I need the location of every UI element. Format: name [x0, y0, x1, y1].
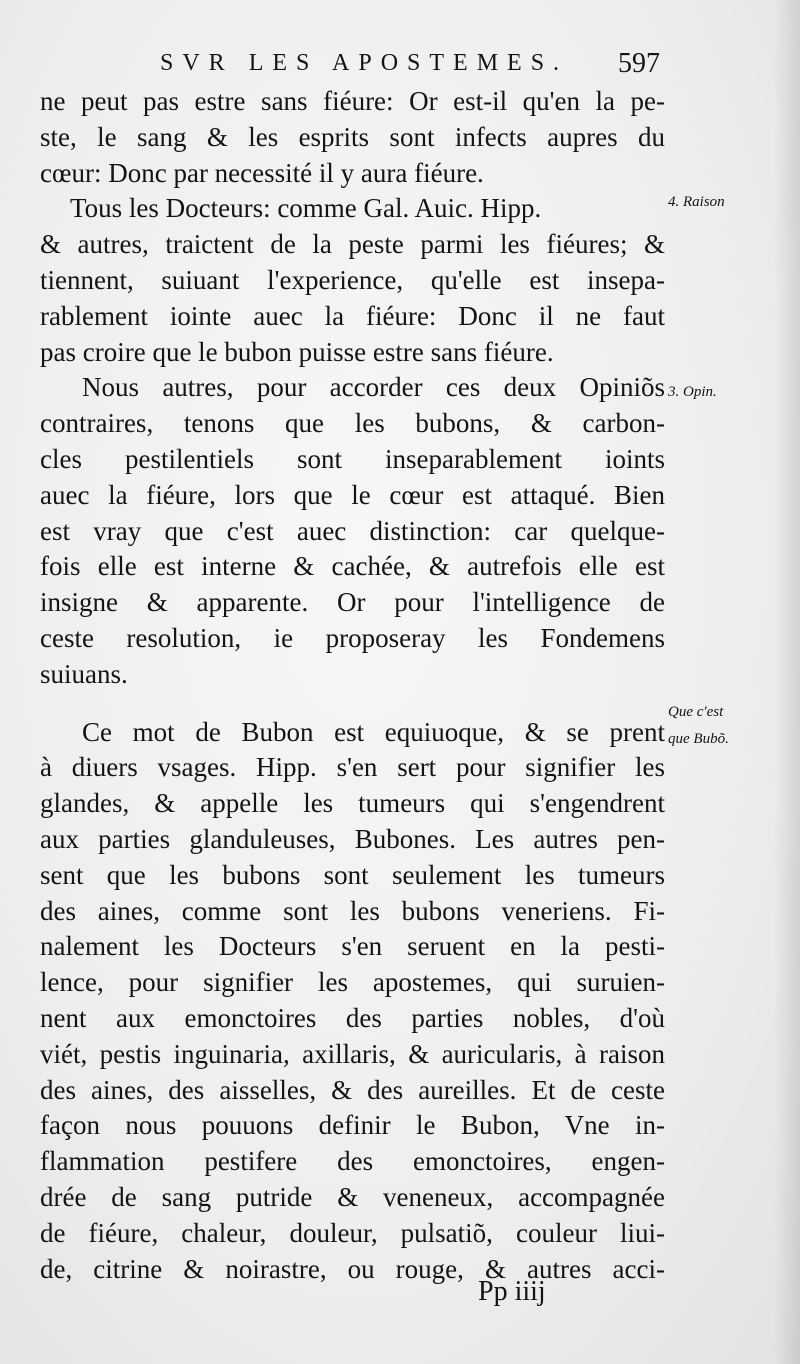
text-line: est vray que c'est auec distinction: car quelque-: [40, 515, 665, 546]
text-line: insigne & apparente. Or pour l'intelligence de: [40, 587, 665, 618]
text-line: façon nous pouuons definir le Bubon, Vne in-: [40, 1110, 665, 1141]
text-line: aux parties glanduleuses, Bubones. Les autres pen-: [40, 823, 665, 854]
text-line: ste, le sang & les esprits sont infects aupres du: [40, 121, 665, 152]
text-line: cles pestilentiels sont inseparablement ioints: [40, 443, 665, 474]
text-line: sent que les bubons sont seulement les tumeurs: [40, 859, 665, 890]
text-line: rablement iointe auec la fiéure: Donc il ne faut: [40, 300, 665, 331]
margin-note-que-cest: Que c'est: [668, 704, 724, 720]
margin-note-que-bubon: que Bubõ.: [668, 731, 729, 747]
text-line: de fiéure, chaleur, douleur, pulsatiõ, couleur liui-: [40, 1217, 665, 1248]
text-line: des aines, comme sont les bubons veneriens. Fi-: [40, 895, 665, 926]
text-line: auec la fiéure, lors que le cœur est attaqué. Bien: [40, 479, 665, 510]
text-line: Nous autres, pour accorder ces deux Opiniõs: [82, 372, 665, 403]
text-line: contraires, tenons que les bubons, & carbon-: [40, 408, 665, 439]
margin-note-raison: 4. Raison: [668, 194, 725, 210]
body-text: [40, 84, 665, 1287]
text-line: ne peut pas estre sans fiéure: Or est-il qu'en la pe-: [40, 86, 665, 116]
paragraph-gap: [40, 693, 665, 715]
text-line: Tous les Docteurs: comme Gal. Auic. Hipp.: [70, 193, 542, 224]
text-line: nent aux emonctoires des parties nobles, d'où: [40, 1002, 665, 1033]
text-line: lence, pour signifier les apostemes, qui suruien-: [40, 967, 665, 998]
page-header: [160, 50, 660, 84]
text-line: Ce mot de Bubon est equiuoque, & se prent: [82, 716, 665, 747]
text-line: glandes, & appelle les tumeurs qui s'engendrent: [40, 788, 665, 819]
text-line: de, citrine & noirastre, ou rouge, & autres acci-: [40, 1253, 665, 1284]
text-line: nalement les Docteurs s'en seruent en la pesti-: [40, 931, 665, 962]
text-line: des aines, des aisselles, & des aureilles. Et de ceste: [40, 1074, 665, 1105]
text-line: cœur: Donc par necessité il y aura fiéure.: [40, 157, 484, 188]
text-line: fois elle est interne & cachée, & autrefois elle est: [40, 551, 665, 582]
margin-note-opin: 3. Opin.: [668, 384, 717, 400]
running-title: SVR LES APOSTEMES.: [160, 50, 569, 76]
text-line: tiennent, suiuant l'experience, qu'elle est insepa-: [40, 264, 665, 295]
text-line: suiuans.: [40, 658, 128, 689]
page-number: 597: [618, 48, 660, 79]
text-line: à diuers vsages. Hipp. s'en sert pour signifier les: [40, 752, 665, 783]
page-edge-shadow: [774, 0, 800, 1364]
text-line: & autres, traictent de la peste parmi les fiéures; &: [40, 229, 665, 260]
text-line: ceste resolution, ie proposeray les Fondemens: [40, 622, 665, 653]
text-line: pas croire que le bubon puisse estre sans fiéure.: [40, 336, 554, 367]
signature-mark: Pp iiij: [478, 1276, 546, 1307]
text-line: viét, pestis inguinaria, axillaris, & auricularis, à raison: [40, 1038, 665, 1069]
text-line: flammation pestifere des emonctoires, engen-: [40, 1146, 665, 1177]
text-line: drée de sang putride & veneneux, accompagnée: [40, 1181, 665, 1212]
